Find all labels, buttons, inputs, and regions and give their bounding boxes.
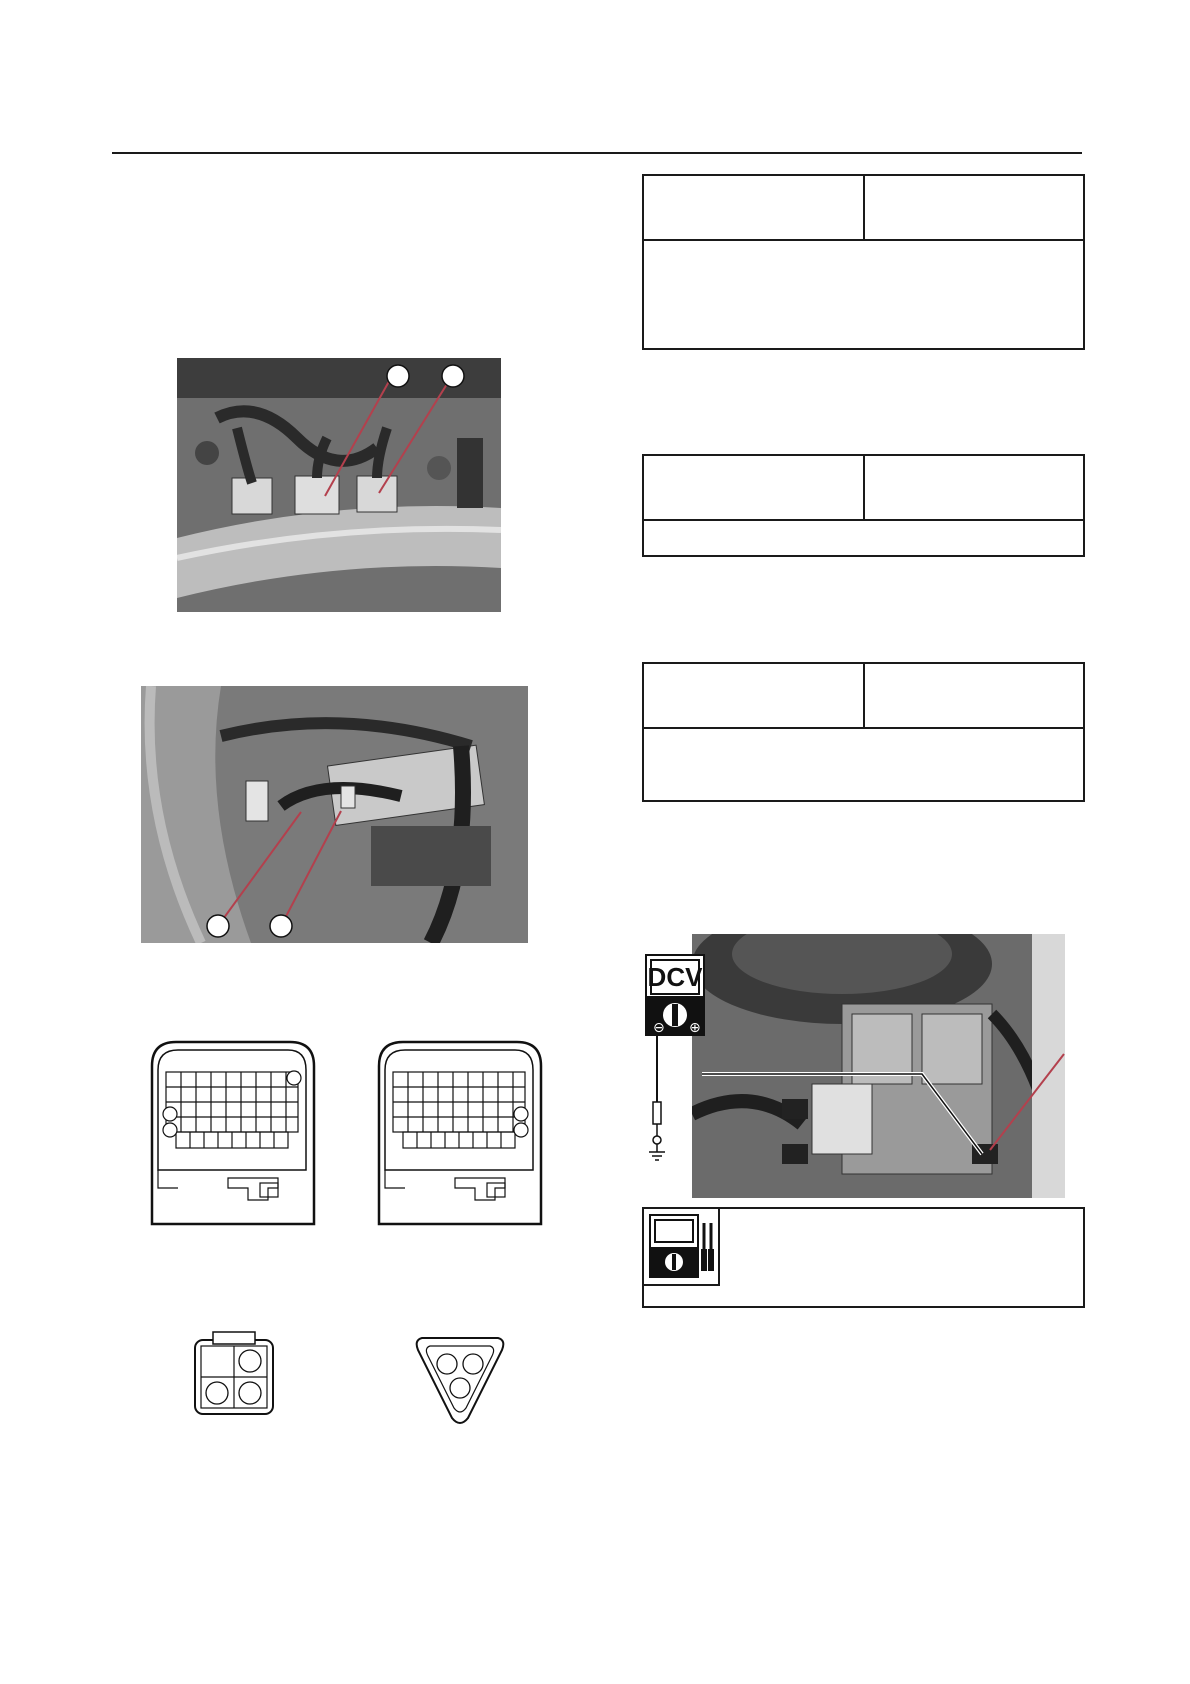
photo-ecu-connectors: [177, 358, 501, 612]
connector-diagram-left: [148, 1038, 318, 1230]
tester-spec-box: [642, 1207, 1085, 1308]
spec-box-divider: [863, 456, 865, 519]
callout-marker: [270, 915, 292, 937]
dcv-tester-icon: [645, 954, 705, 1166]
photo-harness-connectors: [141, 686, 528, 943]
connector-diagram-right: [375, 1038, 545, 1230]
spec-box-2: [642, 454, 1085, 557]
header-rule: [112, 152, 1082, 154]
plus-terminal: ⊕: [689, 1020, 701, 1036]
dcv-label: DCV: [647, 962, 703, 992]
photo-voltage-check: [692, 934, 1065, 1198]
connector-diagram-square-3pin: [193, 1330, 275, 1416]
spec-box-divider: [863, 176, 865, 239]
minus-terminal: ⊖: [653, 1020, 665, 1036]
callout-marker: [442, 365, 464, 387]
callout-marker: [207, 915, 229, 937]
callout-marker: [387, 365, 409, 387]
spec-box-1: [642, 174, 1085, 350]
spec-box-3: [642, 662, 1085, 802]
spec-box-divider: [863, 664, 865, 727]
multimeter-icon: [644, 1209, 720, 1286]
ground-symbol-icon: [649, 1144, 665, 1160]
connector-diagram-triangle-3pin: [412, 1330, 508, 1430]
